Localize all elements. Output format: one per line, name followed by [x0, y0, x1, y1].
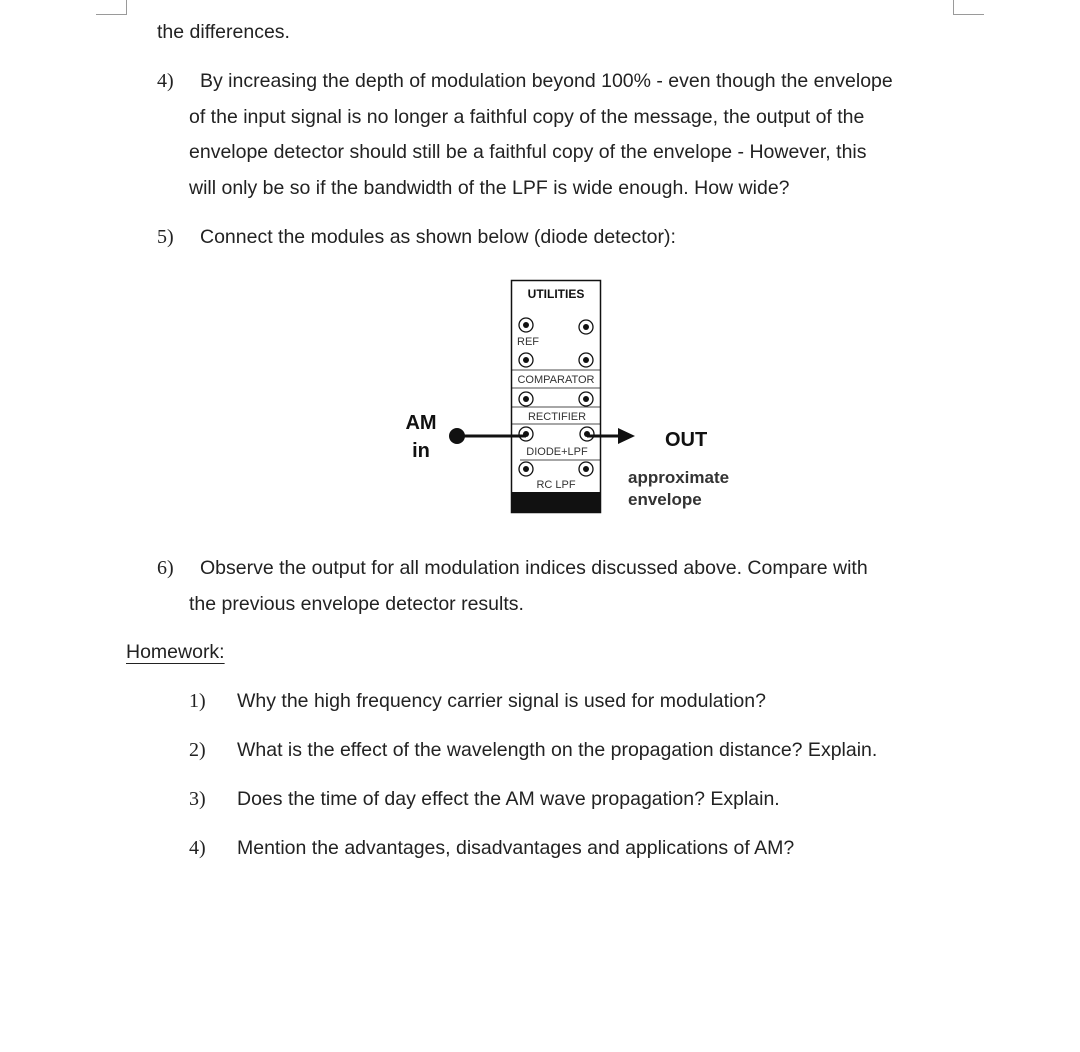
- step-5-number: 5): [157, 226, 174, 248]
- step-5-line-1: Connect the modules as shown below (diode detector):: [200, 226, 676, 248]
- module-title: UTILITIES: [527, 287, 585, 301]
- intro-line: the differences.: [157, 21, 290, 43]
- page-corner-mark-left: [96, 0, 127, 15]
- step-4-line-2: of the input signal is no longer a faithful copy of the message, the output of the: [189, 106, 865, 128]
- homework-4-text: Mention the advantages, disadvantages and applications of AM?: [237, 837, 795, 859]
- homework-2-text: What is the effect of the wavelength on the propagation distance? Explain.: [237, 739, 878, 761]
- comparator-label: COMPARATOR: [517, 374, 595, 386]
- output-arrow-head: [618, 428, 635, 444]
- homework-1-text: Why the high frequency carrier signal is used for modulation?: [237, 690, 766, 712]
- module-bottom-bar: [511, 492, 601, 513]
- out-label: OUT: [665, 429, 708, 451]
- step-6-number: 6): [157, 557, 174, 579]
- homework-4-number: 4): [189, 837, 206, 859]
- envelope-label: envelope: [628, 490, 702, 509]
- homework-3-text: Does the time of day effect the AM wave propagation? Explain.: [237, 788, 780, 810]
- step-4-line-4: will only be so if the bandwidth of the LPF is wide enough. How wide?: [189, 177, 790, 199]
- homework-2-number: 2): [189, 739, 206, 761]
- in-label: in: [412, 440, 430, 462]
- homework-heading: Homework:: [126, 641, 225, 663]
- step-6-line-2: the previous envelope detector results.: [189, 593, 524, 615]
- diode-detector-diagram: [380, 270, 760, 520]
- approximate-label: approximate: [628, 468, 730, 487]
- homework-1-number: 1): [189, 690, 206, 712]
- am-label: AM: [405, 412, 437, 434]
- ref-label: REF: [517, 336, 539, 348]
- step-4-line-3: envelope detector should still be a faithful copy of the envelope - However, this: [189, 141, 867, 163]
- diode-lpf-label: DIODE+LPF: [526, 446, 588, 458]
- step-6-line-1: Observe the output for all modulation indices discussed above. Compare with: [200, 557, 868, 579]
- rc-lpf-label: RC LPF: [536, 479, 576, 491]
- rectifier-label: RECTIFIER: [527, 411, 587, 423]
- page-corner-mark-right: [953, 0, 984, 15]
- homework-3-number: 3): [189, 788, 206, 810]
- step-4-line-1: By increasing the depth of modulation beyond 100% - even though the envelope: [200, 70, 893, 92]
- step-4-number: 4): [157, 70, 174, 92]
